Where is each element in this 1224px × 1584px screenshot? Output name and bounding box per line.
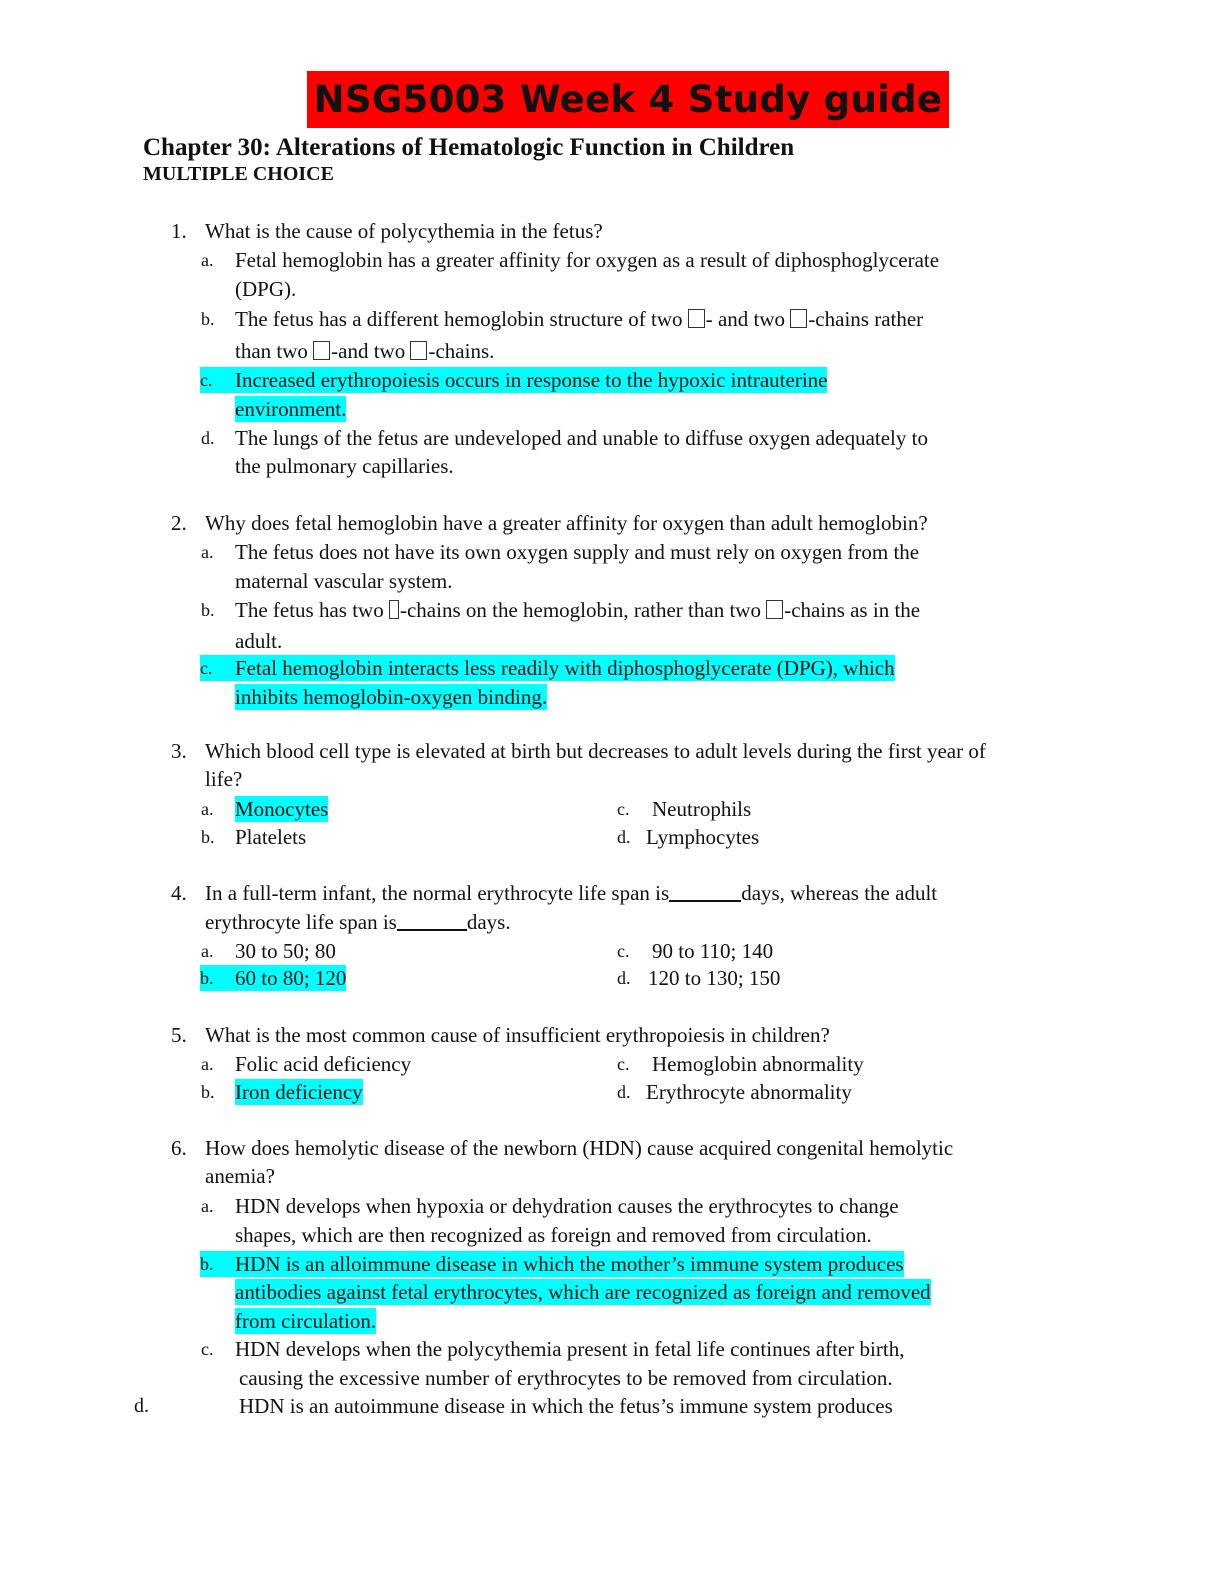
q1-option-b-text-2: than two -and two -chains. bbox=[235, 339, 495, 363]
q3-option-b-text: Platelets bbox=[235, 825, 307, 849]
question-1-stem: What is the cause of polycythemia in the fetus? bbox=[205, 219, 603, 243]
q1-option-b-text: The fetus has a different hemoglobin structure of two - and two -chains rather bbox=[235, 307, 924, 331]
question-4-stem-2: erythrocyte life span is days. bbox=[205, 910, 511, 934]
q5-option-a-letter: a. bbox=[201, 1054, 214, 1074]
q3-option-c-text: Neutrophils bbox=[652, 797, 752, 821]
q5-option-c-letter: c. bbox=[617, 1054, 630, 1074]
q2-option-a-letter: a. bbox=[201, 542, 214, 562]
q4-option-b-text: 60 to 80; 120 bbox=[235, 966, 347, 990]
section-heading: MULTIPLE CHOICE bbox=[143, 163, 334, 185]
question-4-number: 4. bbox=[171, 881, 187, 905]
missing-glyph-icon bbox=[790, 309, 807, 328]
q6-option-a-letter: a. bbox=[201, 1196, 214, 1216]
q1-option-c-text-2: environment. bbox=[235, 397, 347, 421]
q4-option-c-letter: c. bbox=[617, 941, 630, 961]
question-3-stem-2: life? bbox=[205, 767, 243, 791]
missing-glyph-icon bbox=[313, 341, 330, 360]
question-6-number: 6. bbox=[171, 1136, 187, 1160]
question-1-number: 1. bbox=[171, 219, 187, 243]
answer-blank bbox=[397, 929, 467, 931]
document-title: NSG5003 Week 4 Study guide bbox=[313, 78, 943, 121]
q5-option-d-text: Erythrocyte abnormality bbox=[646, 1080, 852, 1104]
q1-option-a-text: Fetal hemoglobin has a greater affinity for oxygen as a result of diphosphoglycerate bbox=[235, 248, 940, 272]
chapter-heading: Chapter 30: Alterations of Hematologic Function in Children bbox=[143, 134, 795, 161]
q5-option-c-text: Hemoglobin abnormality bbox=[652, 1052, 864, 1076]
question-4-stem: In a full-term infant, the normal erythrocyte life span is days, whereas the adult bbox=[205, 881, 938, 905]
q3-option-a-letter: a. bbox=[201, 799, 214, 819]
missing-glyph-icon bbox=[389, 600, 399, 619]
question-6-stem-2: anemia? bbox=[205, 1164, 275, 1188]
question-5-number: 5. bbox=[171, 1023, 187, 1047]
document-title-banner bbox=[307, 71, 949, 128]
question-5-stem: What is the most common cause of insufficient erythropoiesis in children? bbox=[205, 1023, 830, 1047]
q1-option-a-letter: a. bbox=[201, 250, 214, 270]
q2-option-b-text-2: adult. bbox=[235, 629, 283, 653]
q3-option-c-letter: c. bbox=[617, 799, 630, 819]
q6-option-b-text: HDN is an alloimmune disease in which the mother’s immune system produces bbox=[235, 1252, 904, 1276]
q2-option-c-letter: c. bbox=[200, 655, 236, 681]
q1-option-b-letter: b. bbox=[201, 309, 215, 329]
q2-option-c-text: Fetal hemoglobin interacts less readily with diphosphoglycerate (DPG), which bbox=[235, 656, 895, 680]
q1-option-c-letter: c. bbox=[200, 367, 236, 393]
question-3-number: 3. bbox=[171, 739, 187, 763]
q4-option-a-letter: a. bbox=[201, 941, 214, 961]
q1-option-d-letter: d. bbox=[201, 428, 215, 448]
question-2-stem: Why does fetal hemoglobin have a greater affinity for oxygen than adult hemoglobin? bbox=[205, 511, 928, 535]
answer-blank bbox=[669, 900, 741, 902]
q5-option-d-letter: d. bbox=[617, 1082, 631, 1102]
question-2-number: 2. bbox=[171, 511, 187, 535]
q6-option-b-letter: b. bbox=[200, 1251, 236, 1277]
missing-glyph-icon bbox=[766, 600, 783, 619]
q4-option-c-text: 90 to 110; 140 bbox=[652, 939, 774, 963]
question-6-stem: How does hemolytic disease of the newborn (HDN) cause acquired congenital hemolytic bbox=[205, 1136, 954, 1160]
q3-option-d-letter: d. bbox=[617, 827, 631, 847]
q6-option-a-text: HDN develops when hypoxia or dehydration causes the erythrocytes to change bbox=[235, 1194, 899, 1218]
q1-option-d-text: The lungs of the fetus are undeveloped and unable to diffuse oxygen adequately to bbox=[235, 426, 928, 450]
q1-option-c-text: Increased erythropoiesis occurs in response to the hypoxic intrauterine bbox=[235, 368, 828, 392]
question-3-stem: Which blood cell type is elevated at birth but decreases to adult levels during the first year of bbox=[205, 739, 986, 763]
q3-option-a-text: Monocytes bbox=[235, 797, 329, 821]
q5-option-b-text: Iron deficiency bbox=[235, 1080, 363, 1104]
q2-option-b-letter: b. bbox=[201, 600, 215, 620]
q4-option-d-letter: d. bbox=[617, 968, 631, 988]
q4-option-b-letter: b. bbox=[200, 965, 236, 991]
q6-option-c-letter: c. bbox=[201, 1339, 214, 1359]
q6-option-c-text: HDN develops when the polycythemia present in fetal life continues after birth, bbox=[235, 1337, 905, 1361]
q3-option-d-text: Lymphocytes bbox=[646, 825, 760, 849]
missing-glyph-icon bbox=[688, 309, 705, 328]
q6-option-a-text-2: shapes, which are then recognized as foreign and removed from circulation. bbox=[235, 1223, 872, 1247]
q6-option-b-text-3: from circulation. bbox=[235, 1309, 377, 1333]
q5-option-a-text: Folic acid deficiency bbox=[235, 1052, 412, 1076]
q6-option-d-letter: d. bbox=[134, 1395, 149, 1417]
q6-option-b-text-2: antibodies against fetal erythrocytes, which are recognized as foreign and removed bbox=[235, 1280, 931, 1304]
q1-option-d-text-2: the pulmonary capillaries. bbox=[235, 454, 454, 478]
q6-option-c-text-2: causing the excessive number of erythrocytes to be removed from circulation. bbox=[239, 1366, 893, 1390]
q4-option-d-text: 120 to 130; 150 bbox=[648, 966, 781, 990]
q2-option-a-text: The fetus does not have its own oxygen supply and must rely on oxygen from the bbox=[235, 540, 920, 564]
q2-option-a-text-2: maternal vascular system. bbox=[235, 569, 453, 593]
q2-option-b-text: The fetus has two -chains on the hemoglobin, rather than two -chains as in the bbox=[235, 598, 921, 622]
q1-option-a-text-2: (DPG). bbox=[235, 277, 297, 301]
missing-glyph-icon bbox=[410, 341, 427, 360]
q5-option-b-letter: b. bbox=[201, 1082, 215, 1102]
q4-option-a-text: 30 to 50; 80 bbox=[235, 939, 336, 963]
q6-option-d-text: HDN is an autoimmune disease in which the fetus’s immune system produces bbox=[239, 1394, 893, 1418]
q3-option-b-letter: b. bbox=[201, 827, 215, 847]
q2-option-c-text-2: inhibits hemoglobin-oxygen binding. bbox=[235, 685, 548, 709]
